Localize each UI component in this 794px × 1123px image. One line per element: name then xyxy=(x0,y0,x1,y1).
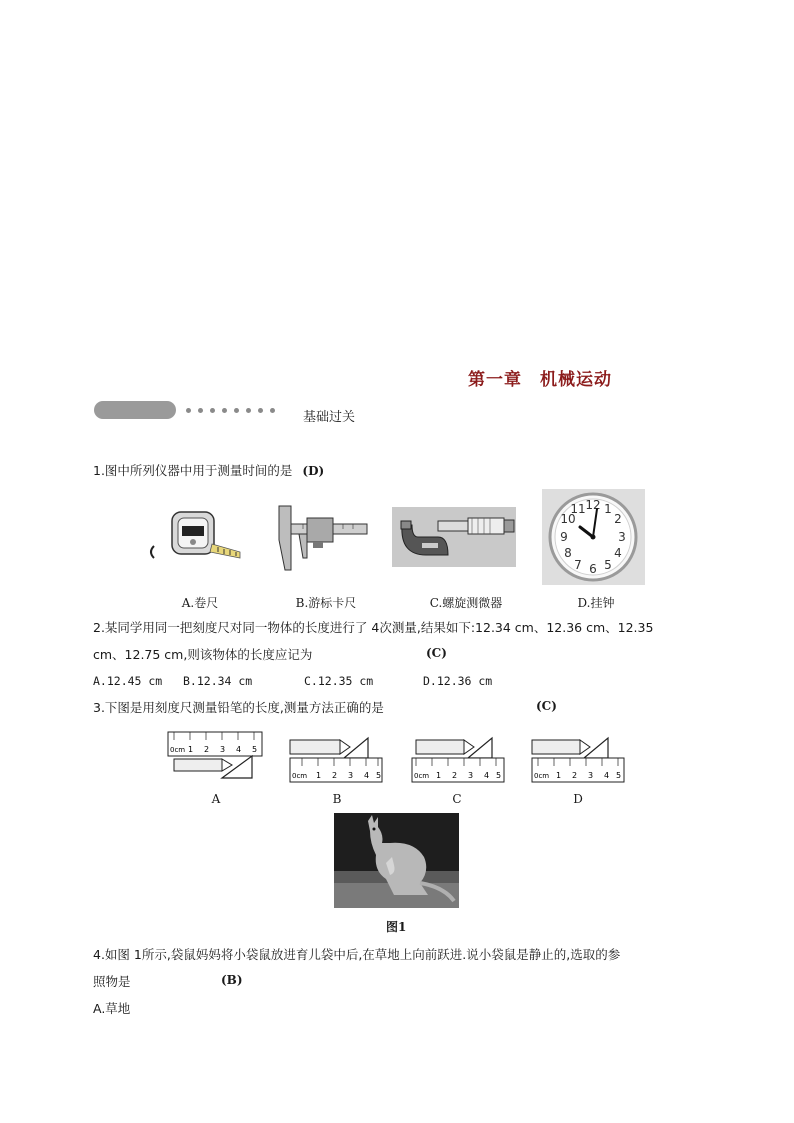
svg-text:1: 1 xyxy=(436,771,442,780)
svg-text:4: 4 xyxy=(614,546,622,560)
question-4-option-a: A.草地 xyxy=(93,1001,131,1016)
svg-text:3: 3 xyxy=(348,771,354,780)
svg-text:2: 2 xyxy=(452,771,458,780)
q3-label-b: B xyxy=(332,792,342,806)
section-pill xyxy=(94,401,176,419)
svg-text:6: 6 xyxy=(589,562,597,576)
question-2-answer: (C) xyxy=(426,646,447,660)
svg-text:3: 3 xyxy=(588,771,594,780)
question-1-answer: (D) xyxy=(302,464,325,478)
question-1-stem: 1.图中所列仪器中用于测量时间的是 xyxy=(93,463,293,478)
question-3-stem: 3.下图是用刻度尺测量铅笔的长度,测量方法正确的是 xyxy=(93,700,384,715)
question-1 xyxy=(93,462,324,480)
ruler-diagram-a xyxy=(166,730,266,780)
svg-text:4: 4 xyxy=(484,771,490,780)
svg-text:4: 4 xyxy=(236,745,242,754)
question-2-option-d: D.12.36 cm xyxy=(423,674,493,688)
svg-text:2: 2 xyxy=(204,745,210,754)
figure-1-caption: 图1 xyxy=(386,920,407,934)
svg-text:2: 2 xyxy=(332,771,338,780)
ruler-diagram-d xyxy=(530,736,626,788)
svg-text:4: 4 xyxy=(604,771,610,780)
question-2-option-c: C.12.35 cm xyxy=(304,674,374,688)
svg-text:3: 3 xyxy=(220,745,226,754)
question-2-line-2: cm、12.75 cm,则该物体的长度应记为 xyxy=(93,647,313,662)
option-c-caption: C.螺旋测微器 xyxy=(429,596,503,610)
svg-text:3: 3 xyxy=(468,771,474,780)
svg-text:4: 4 xyxy=(364,771,370,780)
option-b-caption: B.游标卡尺 xyxy=(295,596,357,610)
kangaroo-photo xyxy=(334,813,459,908)
q3-label-a: A xyxy=(211,792,221,806)
svg-text:11: 11 xyxy=(570,502,586,516)
svg-text:10: 10 xyxy=(560,512,576,526)
svg-text:9: 9 xyxy=(560,530,568,544)
section-label: 基础过关 xyxy=(303,410,356,425)
svg-text:7: 7 xyxy=(574,558,582,572)
svg-text:1: 1 xyxy=(556,771,562,780)
svg-text:5: 5 xyxy=(604,558,612,572)
q3-label-c: C xyxy=(452,792,462,806)
chapter-title: 第一章 机械运动 xyxy=(468,370,612,390)
svg-text:2: 2 xyxy=(572,771,578,780)
question-2-option-b: B.12.34 cm xyxy=(183,674,253,688)
svg-text:1: 1 xyxy=(188,745,194,754)
question-4-line-2: 照物是 xyxy=(93,974,131,989)
svg-text:0cm: 0cm xyxy=(170,746,186,754)
svg-text:0cm: 0cm xyxy=(534,772,550,780)
svg-text:3: 3 xyxy=(618,530,626,544)
q3-label-d: D xyxy=(573,792,583,806)
tape-measure-image xyxy=(144,506,244,570)
section-dots xyxy=(186,408,286,414)
svg-text:0cm: 0cm xyxy=(292,772,308,780)
question-3-answer: (C) xyxy=(536,699,557,713)
micrometer-image xyxy=(392,507,516,567)
svg-text:1: 1 xyxy=(604,502,612,516)
svg-text:2: 2 xyxy=(614,512,622,526)
svg-text:5: 5 xyxy=(616,771,622,780)
wall-clock-image xyxy=(542,489,645,585)
option-d-caption: D.挂钟 xyxy=(577,596,615,610)
option-a-caption: A.卷尺 xyxy=(181,596,219,610)
ruler-diagram-b xyxy=(288,736,384,788)
svg-text:1: 1 xyxy=(316,771,322,780)
vernier-caliper-image xyxy=(263,500,371,574)
question-2-option-a: A.12.45 cm xyxy=(93,674,163,688)
question-2-line-1: 2.某同学用同一把刻度尺对同一物体的长度进行了 4次测量,结果如下:12.34 cm、12.36 cm、12.35 xyxy=(93,620,654,635)
ruler-diagram-c xyxy=(410,736,506,788)
question-4-line-1: 4.如图 1所示,袋鼠妈妈将小袋鼠放进育儿袋中后,在草地上向前跃进.说小袋鼠是静止的,选取的参 xyxy=(93,947,621,962)
svg-text:12: 12 xyxy=(585,498,601,512)
svg-text:8: 8 xyxy=(564,546,572,560)
svg-text:5: 5 xyxy=(252,745,258,754)
question-4-answer: (B) xyxy=(221,973,243,987)
svg-text:0cm: 0cm xyxy=(414,772,430,780)
svg-text:5: 5 xyxy=(376,771,382,780)
svg-text:5: 5 xyxy=(496,771,502,780)
